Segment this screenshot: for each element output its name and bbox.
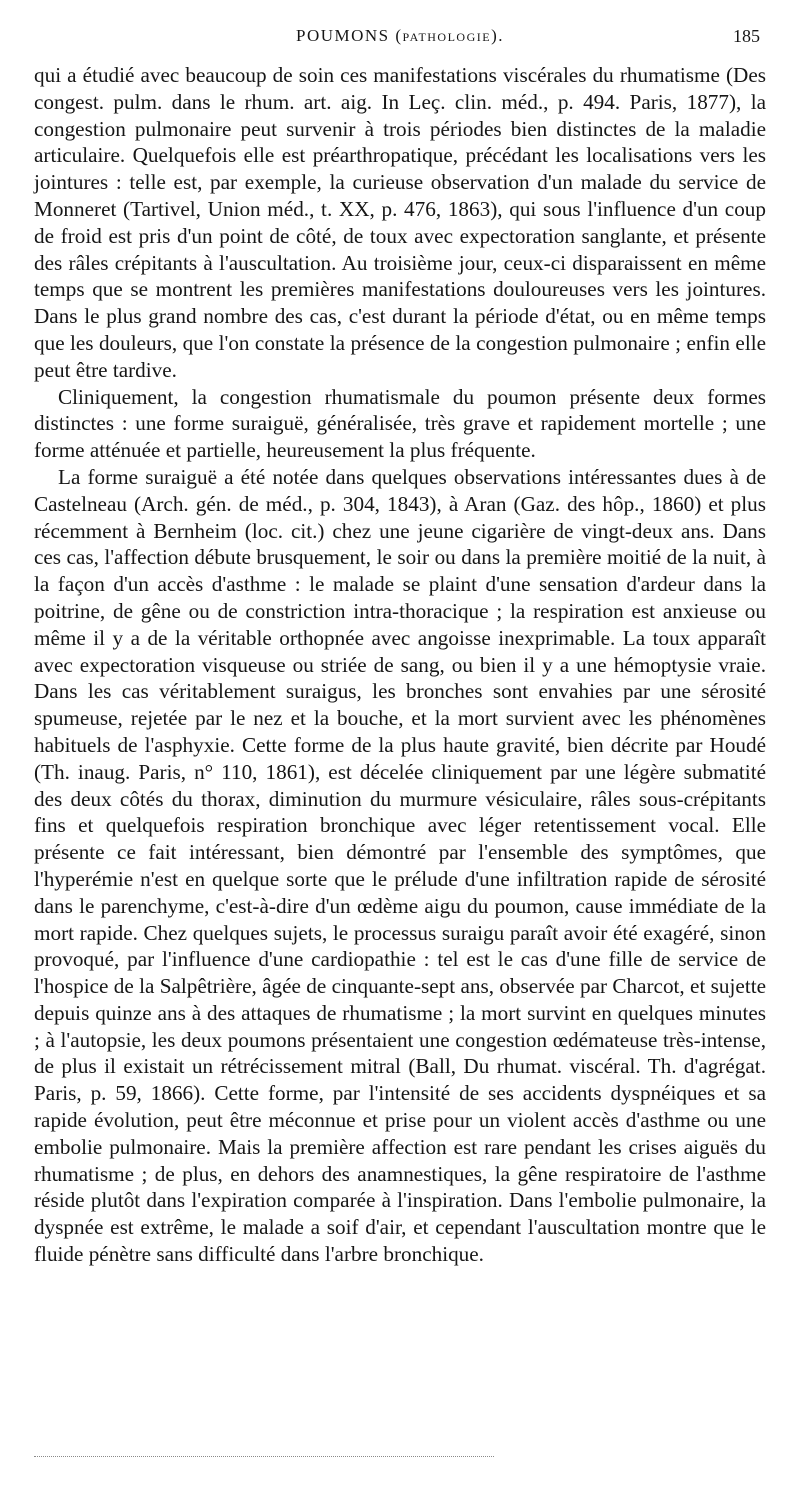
paragraph-2: Cliniquement, la congestion rhumatismale du poumon présente deux formes distinctes : une forme suraiguë, généralisée, très grave et rapidement mortelle ; une forme atténuée et partielle, heureusement la plus fréquente. — [34, 384, 766, 463]
page-number: 185 — [733, 26, 760, 46]
running-title — [34, 26, 766, 46]
running-title-main: POUMONS ( — [295, 26, 403, 45]
footer-dotted-rule — [34, 1456, 494, 1457]
body-text — [34, 62, 766, 1268]
paragraph-3: La forme suraiguë a été notée dans quelques observations intéressantes dues à de Castelneau (Arch. gén. de méd., p. 304, 1843), à Aran (Gaz. des hôp., 1860) et plus récemment à Bernheim (loc. cit.) chez une jeune cigarière de vingt-deux ans. Dans ces cas, l'affection débute brusquement, le soir ou dans la première moitié de la nuit, à la façon d'un accès d'asthme : le malade se plaint d'une sensation d'ardeur dans la poitrine, de gêne ou de constriction intra-thoracique ; la respiration est anxieuse ou même il y a de la véritable orthopnée avec angoisse inexprimable. La toux apparaît avec expectoration visqueuse ou striée de sang, ou bien il y a une hémoptysie vraie. Dans les cas véritablement suraigus, les bronches sont envahies par une sérosité spumeuse, rejetée par le nez et la bouche, et la mort survient avec les phénomènes habituels de l'asphyxie. Cette forme de la plus haute gravité, bien décrite par Houdé (Th. inaug. Paris, n° 110, 1861), est décelée cliniquement par une légère submatité des deux côtés du thorax, diminution du murmure vésiculaire, râles sous-crépitants fins et quelquefois respiration bronchique avec léger retentissement vocal. Elle présente ce fait intéressant, bien démontré par l'ensemble des symptômes, que l'hyperémie n'est en quelque sorte que le prélude d'une infiltration rapide de sérosité dans le parenchyme, c'est-à-dire d'un œdème aigu du poumon, cause immédiate de la mort rapide. Chez quelques sujets, le processus suraigu paraît avoir été exagéré, sinon provoqué, par l'influence d'une cardiopathie : tel est le cas d'une fille de service de l'hospice de la Salpêtrière, âgée de cinquante-sept ans, observée par Charcot, et sujette depuis quinze ans à des attaques de rhumatisme ; la mort survint en quelques minutes ; à l'autopsie, les deux poumons présentaient une congestion œdémateuse très-intense, de plus il existait un rétrécissement mitral (Ball, Du rhumat. viscéral. Th. d'agrégat. Paris, p. 59, 1866). Cette forme, par l'intensité de ses accidents dyspnéiques et sa rapide évolution, peut être méconnue et prise pour un violent accès d'asthme ou une embolie pulmonaire. Mais la première affection est rare pendant les crises aiguës du rhumatisme ; de plus, en dehors des anamnestiques, la gêne respiratoire de l'asthme réside plutôt dans l'expiration comparée à l'inspiration. Dans l'embolie pulmonaire, la dyspnée est extrême, le malade a soif d'air, et cependant l'auscultation montre que le fluide pénètre sans difficulté dans l'arbre bronchique. — [34, 464, 766, 1267]
paragraph-1: qui a étudié avec beaucoup de soin ces manifestations viscérales du rhumatisme (Des congest. pulm. dans le rhum. art. aig. In Leç. clin. méd., p. 494. Paris, 1877), la congestion pulmonaire peut survenir à trois périodes bien distinctes de la maladie articulaire. Quelquefois elle est préarthropatique, précédant les localisations vers les jointures : telle est, par exemple, la curieuse observation d'un malade du service de Monneret (Tartivel, Union méd., t. XX, p. 476, 1863), qui sous l'influence d'un coup de froid est pris d'un point de côté, de toux avec expectoration sanglante, et présente des râles crépitants à l'auscultation. Au troisième jour, ceux-ci disparaissent en même temps que se montrent les premières manifestations douloureuses vers les jointures. Dans le plus grand nombre des cas, c'est durant la période d'état, ou en même temps que les douleurs, que l'on constate la présence de la congestion pulmonaire ; enfin elle peut être tardive. — [34, 63, 766, 382]
running-title-end: ). — [491, 26, 505, 45]
running-title-small-caps: PATHOLOGIE — [402, 30, 492, 44]
running-header — [34, 26, 766, 56]
